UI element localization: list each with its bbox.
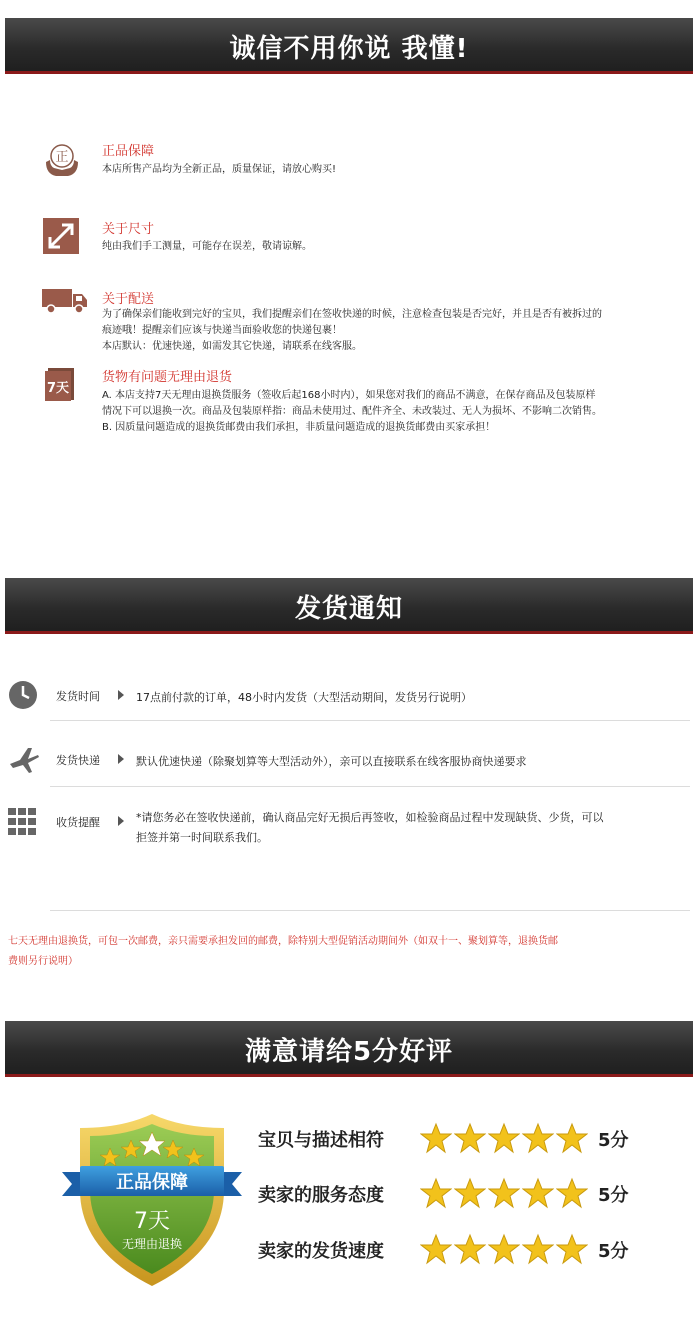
policy-line: 纯由我们手工测量，可能存在误差，敬请谅解。 bbox=[102, 241, 312, 252]
star-icon bbox=[556, 1177, 588, 1209]
arrow-right-icon bbox=[118, 754, 124, 764]
policy-size bbox=[42, 215, 682, 260]
policy-line: 痕迹哦！提醒亲们应该与快递当面验收您的快递包裹！ bbox=[102, 325, 342, 336]
svg-text:正: 正 bbox=[55, 150, 69, 165]
policy-line: B. 因质量问题造成的退换货邮费由我们承担，非质量问题造成的退换货邮费由买家承担！ bbox=[102, 422, 496, 433]
star-icon bbox=[556, 1122, 588, 1154]
banner-title: 满意请给5分好评 bbox=[244, 1036, 454, 1067]
star-icon bbox=[420, 1233, 452, 1265]
shipping-text: 拒签并第一时间联系我们。 bbox=[136, 831, 268, 844]
rating-score: 5分 bbox=[598, 1185, 629, 1206]
rating-score: 5分 bbox=[598, 1241, 629, 1262]
shipping-row-courier bbox=[8, 744, 688, 788]
rating-label: 卖家的发货速度 bbox=[258, 1241, 384, 1262]
policy-title: 关于配送 bbox=[102, 292, 155, 307]
rating-row-service bbox=[258, 1177, 658, 1211]
star-icon bbox=[488, 1233, 520, 1265]
star-icon bbox=[522, 1177, 554, 1209]
svg-text:无理由退换: 无理由退换 bbox=[121, 1237, 183, 1251]
policy-line: 本店默认：优速快递，如需发其它快递，请联系在线客服。 bbox=[102, 341, 362, 352]
shipping-label: 发货快递 bbox=[56, 754, 100, 767]
shipping-row-receipt bbox=[8, 808, 688, 858]
shipping-label: 收货提醒 bbox=[56, 816, 100, 829]
genuine-badge bbox=[62, 1110, 242, 1290]
truck-icon bbox=[42, 285, 88, 325]
shipping-row-time bbox=[8, 680, 688, 724]
seven-day-icon bbox=[42, 366, 82, 406]
divider bbox=[50, 786, 690, 787]
rating-stars bbox=[420, 1122, 588, 1154]
rating-row-description bbox=[258, 1122, 658, 1156]
shipping-label: 发货时间 bbox=[56, 690, 100, 703]
divider bbox=[50, 720, 690, 721]
note-line: 七天无理由退换货，可包一次邮费，亲只需要承担发回的邮费，除特别大型促销活动期间外（如双十一、聚划算等，退换货邮 bbox=[8, 936, 558, 947]
banner-title: 发货通知 bbox=[294, 593, 403, 624]
arrow-right-icon bbox=[118, 690, 124, 700]
rating-label: 宝贝与描述相符 bbox=[258, 1130, 384, 1151]
policy-delivery bbox=[42, 285, 682, 360]
header-banner-integrity bbox=[5, 18, 693, 74]
airplane-icon bbox=[8, 744, 40, 776]
rating-stars bbox=[420, 1177, 588, 1209]
zheng-icon bbox=[42, 140, 82, 180]
policy-line: 本店所售产品均为全新正品，质量保证，请放心购买! bbox=[102, 164, 337, 175]
arrow-right-icon bbox=[118, 816, 124, 826]
star-icon bbox=[420, 1177, 452, 1209]
policy-return bbox=[42, 362, 682, 442]
divider bbox=[50, 910, 690, 911]
header-banner-shipping bbox=[5, 578, 693, 634]
svg-text:正品保障: 正品保障 bbox=[116, 1172, 188, 1193]
header-banner-rating bbox=[5, 1021, 693, 1077]
return-policy-note bbox=[8, 932, 690, 972]
star-icon bbox=[454, 1177, 486, 1209]
star-icon bbox=[454, 1233, 486, 1265]
policy-line: A. 本店支持7天无理由退换货服务（签收后起168小时内），如果您对我们的商品不满意，在保存商品及包装原样 bbox=[102, 390, 596, 401]
star-icon bbox=[420, 1122, 452, 1154]
rating-score: 5分 bbox=[598, 1130, 629, 1151]
rating-row-shipping-speed bbox=[258, 1233, 658, 1267]
star-icon bbox=[488, 1122, 520, 1154]
svg-text:7天: 7天 bbox=[134, 1209, 170, 1234]
policy-genuine bbox=[42, 140, 682, 190]
policy-title: 货物有问题无理由退货 bbox=[102, 370, 233, 385]
shipping-text: 17点前付款的订单，48小时内发货（大型活动期间，发货另行说明） bbox=[136, 691, 472, 704]
banner-title: 诚信不用你说 我懂! bbox=[229, 33, 469, 64]
star-icon bbox=[454, 1122, 486, 1154]
policy-title: 关于尺寸 bbox=[102, 222, 155, 237]
shipping-text: *请您务必在签收快递前，确认商品完好无损后再签收，如检验商品过程中发现缺货、少货，可以 bbox=[136, 811, 604, 824]
star-icon bbox=[522, 1122, 554, 1154]
policy-line: 为了确保亲们能收到完好的宝贝，我们提醒亲们在签收快递的时候，注意检查包装是否完好，并且是否有被拆过的 bbox=[102, 309, 602, 320]
resize-icon bbox=[42, 217, 82, 257]
note-line: 费则另行说明） bbox=[8, 956, 78, 967]
rating-stars bbox=[420, 1233, 588, 1265]
star-icon bbox=[556, 1233, 588, 1265]
svg-text:7天: 7天 bbox=[46, 381, 70, 396]
shipping-text: 默认优速快递（除聚划算等大型活动外），亲可以直接联系在线客服协商快递要求 bbox=[136, 755, 527, 768]
star-icon bbox=[488, 1177, 520, 1209]
star-icon bbox=[522, 1233, 554, 1265]
policy-title: 正品保障 bbox=[102, 144, 155, 159]
policy-line: 情况下可以退换一次。商品及包装原样指：商品未使用过、配件齐全、未改装过、无人为损坏、不影响二次销售。 bbox=[102, 406, 602, 417]
rating-label: 卖家的服务态度 bbox=[258, 1185, 384, 1206]
grid-icon bbox=[8, 808, 40, 840]
clock-icon bbox=[8, 680, 40, 712]
